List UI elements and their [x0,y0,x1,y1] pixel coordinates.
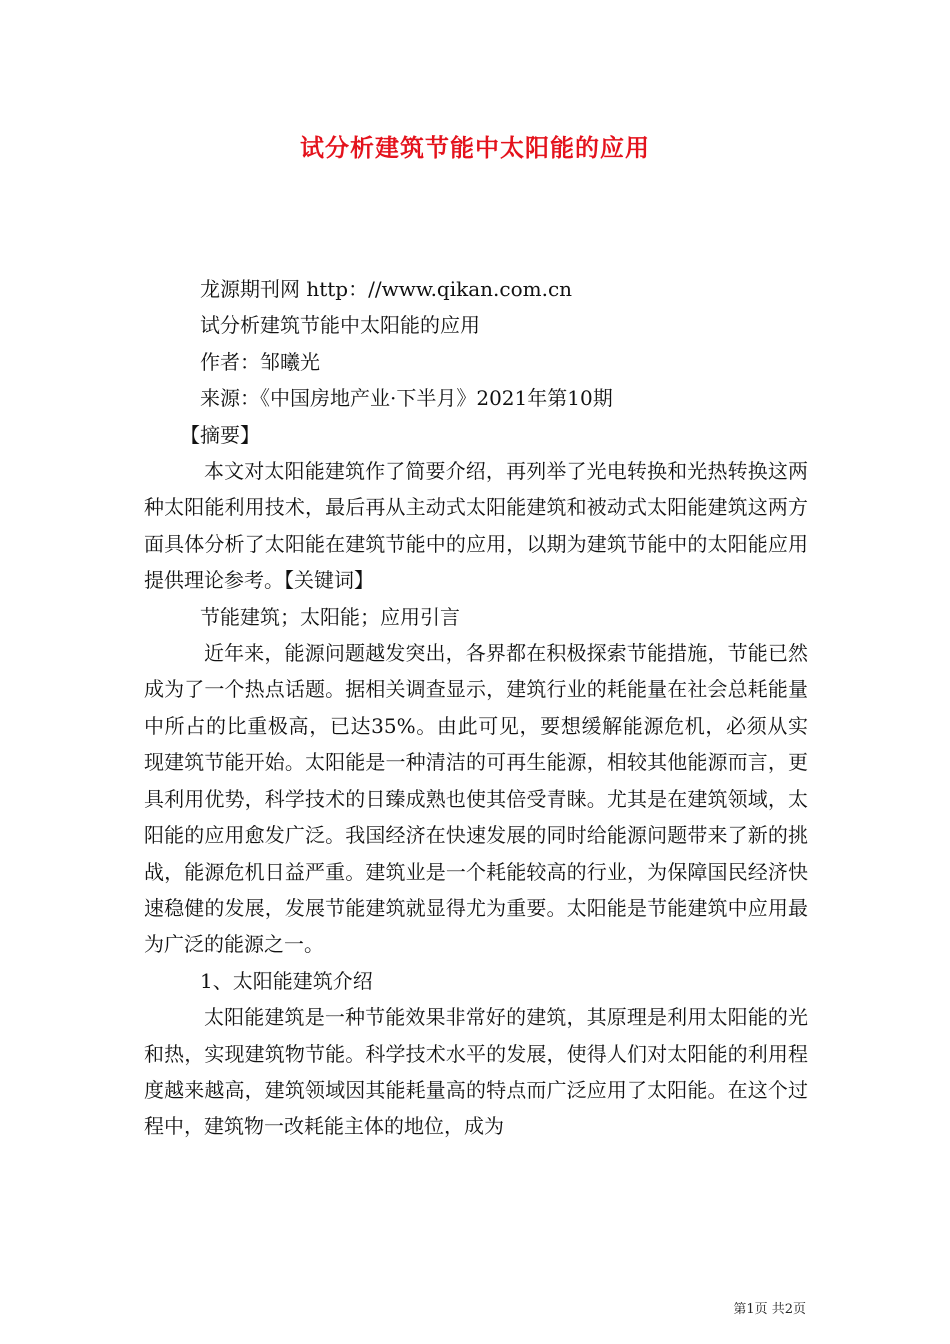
author-line: 作者：邹曦光 [200,349,320,374]
source-line: 来源：《中国房地产业·下半月》2021年第10期 [200,386,613,411]
site-line: 龙源期刊网 http：//www.qikan.com.cn [200,277,573,301]
title-line: 试分析建筑节能中太阳能的应用 [200,313,480,338]
document-body [144,271,808,1145]
intro-paragraph: 近年来，能源问题越发突出，各界都在积极探索节能措施，节能已然成为了一个热点话题。据相关调查显示，建筑行业的耗能量在社会总耗能量中所占的比重极高，已达35%。由此可见，要想缓解能源危机，必须从实现建筑节能开始。太阳能是一种清洁的可再生能源，相较其他能源而言，更具利用优势，科学技术的日臻成熟也使其倍受青睐。尤其是在建筑领域，太阳能的应用愈发广泛。我国经济在快速发展的同时给能源问题带来了新的挑战，能源危机日益严重。建筑业是一个耗能较高的行业，为保障国民经济快速稳健的发展，发展节能建筑就显得尤为重要。太阳能是节能建筑中应用最为广泛的能源之一。 [144,641,808,957]
section-1-heading: 1、太阳能建筑介绍 [200,968,373,993]
section-1-paragraph: 太阳能建筑是一种节能效果非常好的建筑，其原理是利用太阳能的光和热，实现建筑物节能。科学技术水平的发展，使得人们对太阳能的利用程度越来越高，建筑领域因其能耗量高的特点而广泛应用了太阳能。在这个过程中，建筑物一改耗能主体的地位，成为 [144,1005,808,1139]
document-title: 试分析建筑节能中太阳能的应用 [300,133,650,162]
abstract-heading: 【摘要】 [180,422,260,447]
abstract-paragraph: 本文对太阳能建筑作了简要介绍，再列举了光电转换和光热转换这两种太阳能利用技术，最后再从主动式太阳能建筑和被动式太阳能建筑这两方面具体分析了太阳能在建筑节能中的应用，以期为建筑节能中的太阳能应用提供理论参考。【关键词】 [144,459,808,593]
keywords-line: 节能建筑；太阳能；应用引言 [200,604,460,629]
page-number: 第1页 共2页 [733,1302,806,1317]
